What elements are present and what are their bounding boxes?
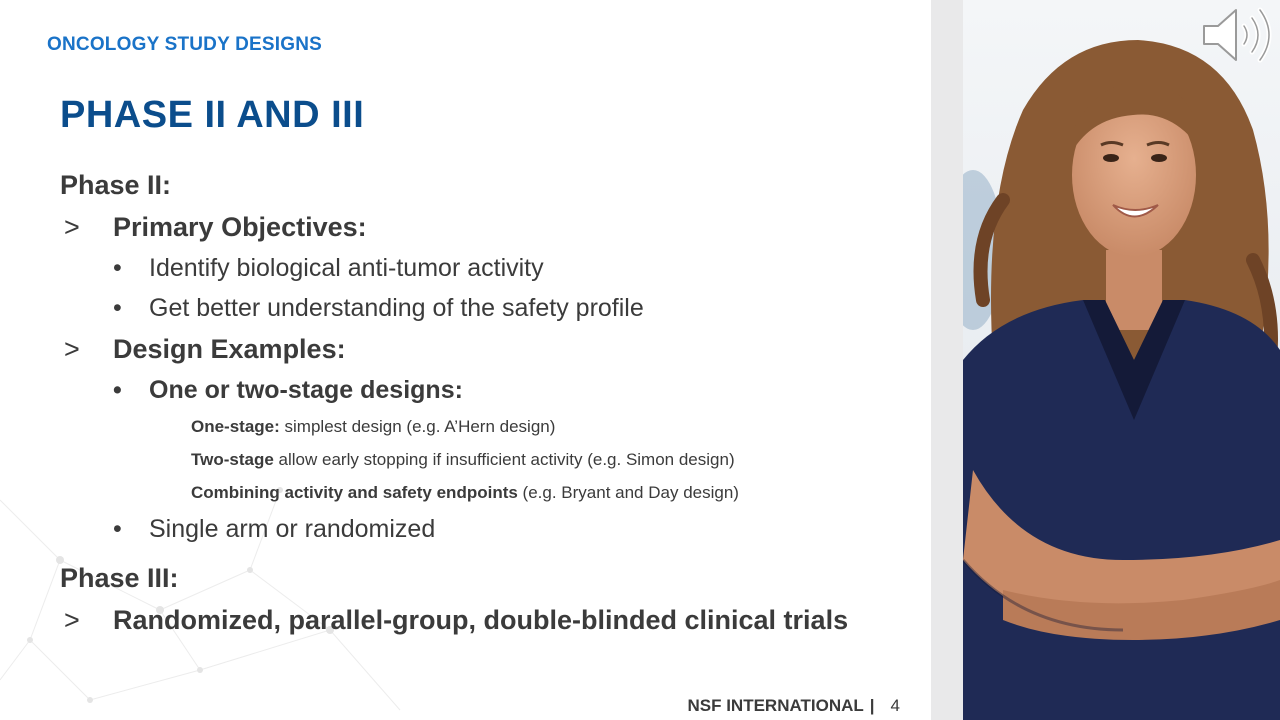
bullet-marker: • bbox=[113, 254, 122, 282]
design-detail-item bbox=[60, 410, 920, 443]
objective-text: Get better understanding of the safety profile bbox=[149, 294, 644, 322]
nurse-illustration bbox=[963, 0, 1280, 720]
design-other-text: Single arm or randomized bbox=[149, 515, 436, 543]
objective-item bbox=[60, 248, 920, 288]
phase3-text: Randomized, parallel-group, double-blinded clinical trials bbox=[113, 605, 849, 635]
objective-item bbox=[60, 288, 920, 328]
page-number: 4 bbox=[890, 696, 900, 715]
divider-strip bbox=[931, 0, 963, 720]
design-detail-text: simplest design (e.g. A’Hern design) bbox=[279, 417, 556, 436]
slide-body bbox=[60, 164, 920, 641]
design-detail-item bbox=[60, 476, 920, 509]
primary-objectives-label: Primary Objectives: bbox=[113, 212, 367, 242]
footer-org: NSF INTERNATIONAL bbox=[687, 696, 864, 715]
design-detail-bold: One-stage: bbox=[191, 417, 280, 436]
stage-designs-label: One or two-stage designs: bbox=[149, 376, 463, 404]
slide-title: PHASE II AND III bbox=[60, 94, 365, 136]
design-other-item bbox=[60, 509, 920, 549]
design-examples-label: Design Examples: bbox=[113, 334, 346, 364]
stage-designs-item bbox=[60, 370, 920, 410]
design-detail-item bbox=[60, 443, 920, 476]
primary-objectives-item bbox=[60, 206, 920, 248]
speaker-volume-icon[interactable] bbox=[1198, 4, 1274, 66]
bullet-marker: • bbox=[113, 515, 122, 543]
design-detail-text: allow early stopping if insufficient activity (e.g. Simon design) bbox=[273, 450, 735, 469]
bullet-marker: • bbox=[113, 376, 122, 404]
footer bbox=[687, 696, 900, 716]
footer-separator: | bbox=[869, 696, 875, 715]
chevron-marker: > bbox=[64, 605, 80, 635]
design-detail-text: (e.g. Bryant and Day design) bbox=[517, 483, 739, 502]
design-detail-bold: Two-stage bbox=[191, 450, 274, 469]
nurse-photo bbox=[963, 0, 1280, 720]
chevron-marker: > bbox=[64, 212, 80, 242]
phase3-heading: Phase III: bbox=[60, 563, 179, 593]
phase2-heading: Phase II: bbox=[60, 170, 172, 200]
chevron-marker: > bbox=[64, 334, 80, 364]
phase3-item bbox=[60, 599, 920, 641]
objective-text: Identify biological anti-tumor activity bbox=[149, 254, 544, 282]
section-label: ONCOLOGY STUDY DESIGNS bbox=[47, 34, 323, 55]
design-examples-item bbox=[60, 328, 920, 370]
bullet-marker: • bbox=[113, 294, 122, 322]
design-detail-bold: Combining activity and safety endpoints bbox=[191, 483, 518, 502]
